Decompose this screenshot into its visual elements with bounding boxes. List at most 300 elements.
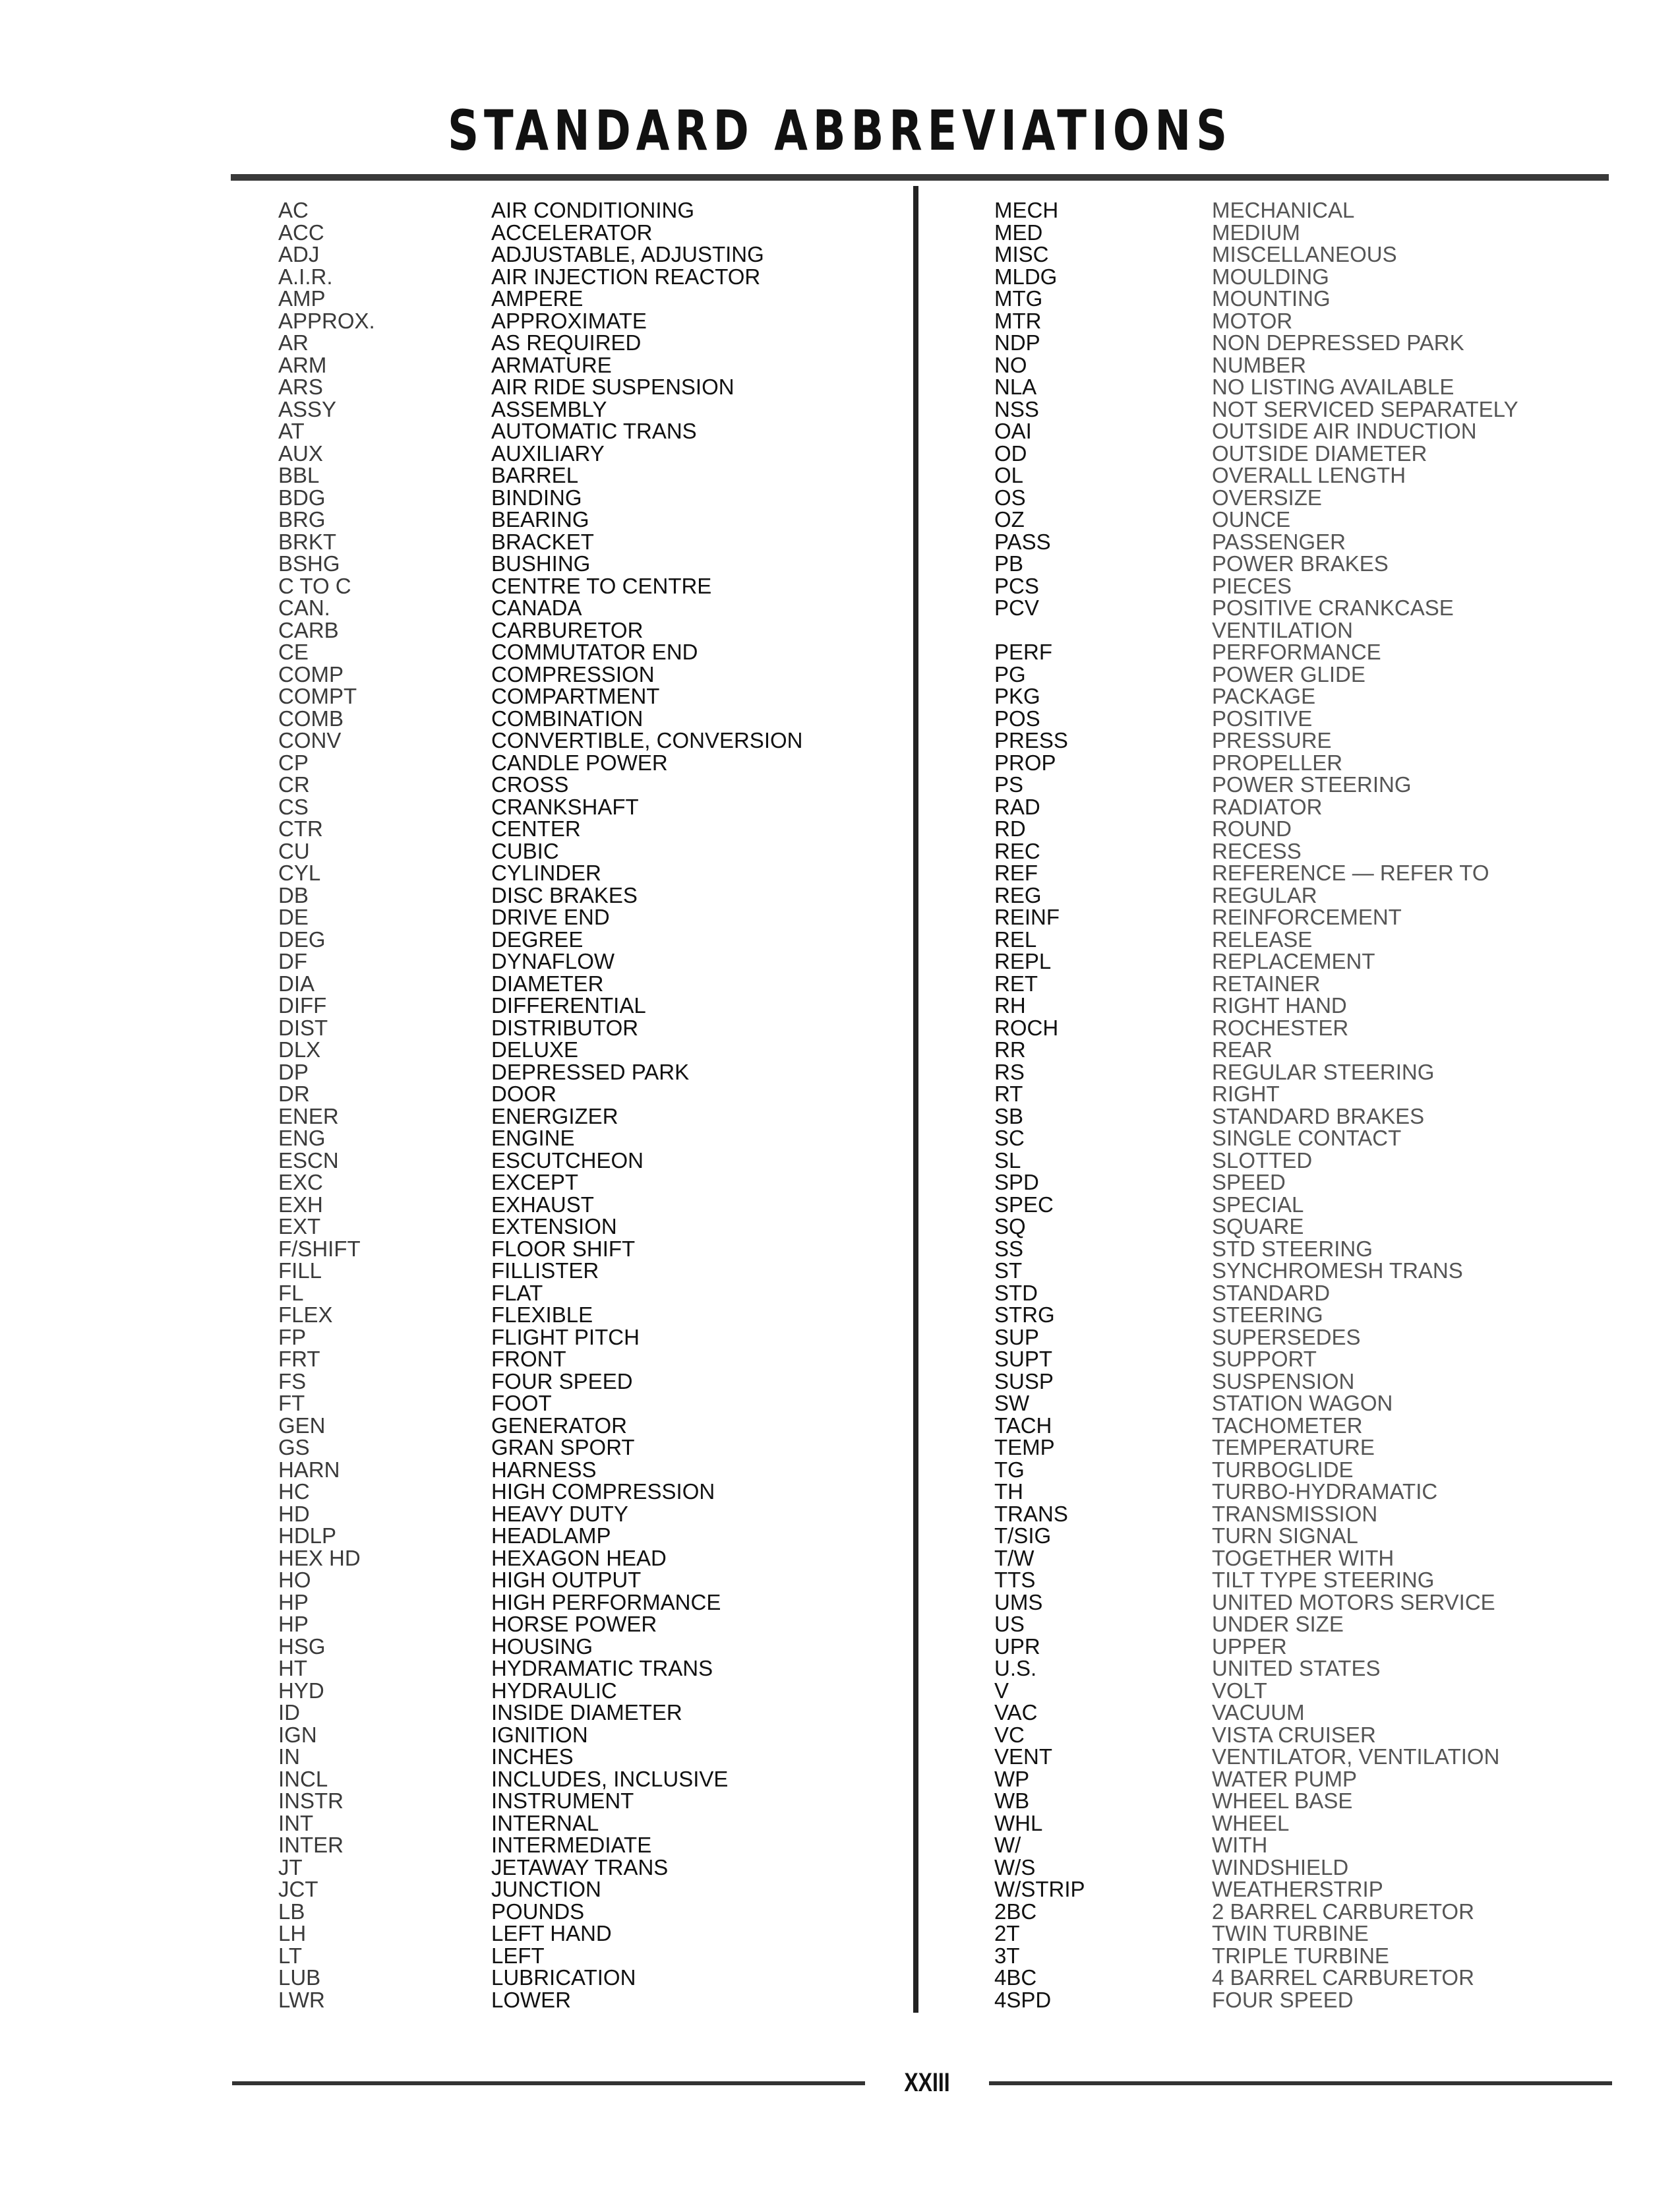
abbreviation-meaning: UNITED STATES (1212, 1656, 1381, 1680)
abbreviation: SUSP (994, 1368, 1054, 1393)
abbreviation: HSG (278, 1634, 326, 1659)
abbreviation: WP (994, 1766, 1030, 1791)
abbreviation-meaning: POWER STEERING (1212, 772, 1412, 797)
abbreviation-meaning: FOUR SPEED (491, 1368, 633, 1393)
abbreviation-meaning: LEFT HAND (491, 1921, 612, 1945)
abbreviation: CYL (278, 861, 321, 885)
abbreviation: PB (994, 551, 1024, 576)
abbreviation-meaning: 2 BARREL CARBURETOR (1212, 1899, 1474, 1924)
abbreviation-meaning: AS REQUIRED (491, 330, 642, 355)
abbreviation: BRKT (278, 529, 337, 554)
abbreviation: SPD (994, 1170, 1039, 1194)
abbreviation: DE (278, 905, 309, 929)
abbreviation-meaning: TURBOGLIDE (1212, 1457, 1354, 1482)
abbreviation: SQ (994, 1214, 1026, 1238)
abbreviation: NO (994, 352, 1027, 377)
abbreviation-meaning: EXCEPT (491, 1170, 579, 1194)
abbreviation-meaning: DYNAFLOW (491, 949, 615, 973)
abbreviation: MISC (994, 242, 1049, 266)
abbreviation-meaning: FLIGHT PITCH (491, 1324, 640, 1349)
abbreviation-meaning: DISTRIBUTOR (491, 1015, 639, 1040)
abbreviation-meaning: WHEEL (1212, 1810, 1290, 1835)
abbreviation: CP (278, 750, 309, 775)
abbreviation-meaning: POSITIVE (1212, 706, 1313, 731)
abbreviation-meaning: INTERNAL (491, 1810, 599, 1835)
abbreviation-meaning: FLAT (491, 1280, 543, 1305)
abbreviation: MTG (994, 286, 1043, 311)
abbreviation: PG (994, 661, 1026, 687)
abbreviation-meaning: DRIVE END (491, 905, 610, 929)
abbreviation-meaning: VENTILATION (1212, 617, 1353, 642)
abbreviation-meaning: 4 BARREL CARBURETOR (1212, 1965, 1474, 1990)
abbreviation-meaning: STANDARD BRAKES (1212, 1103, 1425, 1128)
abbreviation: VAC (994, 1700, 1038, 1725)
abbreviation: F/SHIFT (278, 1236, 361, 1261)
abbreviation: SUP (994, 1324, 1039, 1349)
abbreviation: OL (994, 463, 1024, 487)
abbreviation: BDG (278, 485, 326, 510)
abbreviation: TEMP (994, 1435, 1055, 1459)
abbreviation-meaning: LUBRICATION (491, 1965, 636, 1990)
abbreviation: ARS (278, 375, 323, 399)
abbreviation: AUX (278, 441, 323, 466)
abbreviation: DB (278, 882, 309, 907)
abbreviation: REG (994, 882, 1042, 907)
abbreviation-meaning: HIGH COMPRESSION (491, 1479, 715, 1504)
abbreviation: OAI (994, 419, 1032, 443)
abbreviation: AMP (278, 286, 326, 311)
abbreviation: HT (278, 1656, 307, 1680)
abbreviation: PS (994, 772, 1024, 797)
abbreviation-meaning: TWIN TURBINE (1212, 1921, 1369, 1945)
abbreviation: HEX HD (278, 1545, 361, 1570)
abbreviation: HO (278, 1568, 311, 1592)
abbreviation-meaning: MOUNTING (1212, 286, 1331, 311)
abbreviation-meaning: AMPERE (491, 286, 584, 311)
abbreviation-meaning: STANDARD (1212, 1280, 1331, 1305)
abbreviation: BSHG (278, 551, 340, 576)
abbreviation-meaning: MOTOR (1212, 308, 1293, 333)
abbreviation-meaning: ROCHESTER (1212, 1015, 1349, 1040)
abbreviation-meaning: PERFORMANCE (1212, 640, 1381, 664)
abbreviation-meaning: HEXAGON HEAD (491, 1545, 667, 1570)
abbreviation-meaning: JUNCTION (491, 1877, 601, 1901)
abbreviation: UMS (994, 1589, 1043, 1614)
abbreviation-meaning: REINFORCEMENT (1212, 905, 1402, 929)
abbreviation-meaning: REPLACEMENT (1212, 949, 1375, 973)
abbreviation-meaning: RIGHT (1212, 1082, 1280, 1106)
abbreviation-meaning: INSIDE DIAMETER (491, 1700, 682, 1725)
abbreviation: FILL (278, 1258, 322, 1283)
abbreviation-meaning: COMPRESSION (491, 661, 655, 687)
abbreviation-meaning: ROUND (1212, 816, 1292, 841)
abbreviation-meaning: BARREL (491, 463, 579, 487)
abbreviation-meaning: SPEED (1212, 1170, 1286, 1194)
abbreviation: PCS (994, 573, 1039, 598)
abbreviation: REPL (994, 949, 1052, 973)
abbreviation-meaning: AIR CONDITIONING (491, 198, 695, 222)
abbreviation: MTR (994, 308, 1042, 333)
abbreviation: RAD (994, 794, 1040, 819)
abbreviation: RT (994, 1082, 1023, 1106)
abbreviation: T/SIG (994, 1523, 1052, 1548)
column-divider (913, 186, 918, 2013)
abbreviation-meaning: HYDRAMATIC TRANS (491, 1656, 713, 1680)
abbreviation-meaning: ASSEMBLY (491, 396, 607, 421)
abbreviation: JT (278, 1854, 303, 1879)
abbreviation-meaning: AUXILIARY (491, 441, 605, 466)
abbreviation-meaning: STATION WAGON (1212, 1391, 1393, 1415)
abbreviation-meaning: EXTENSION (491, 1214, 617, 1238)
abbreviation-meaning: SUPERSEDES (1212, 1324, 1361, 1349)
abbreviation: DLX (278, 1037, 321, 1062)
abbreviation-meaning: HARNESS (491, 1457, 597, 1482)
abbreviation: 3T (994, 1943, 1020, 1968)
abbreviation: PCV (994, 596, 1039, 620)
abbreviation-meaning: COMBINATION (491, 706, 644, 731)
abbreviation: RH (994, 993, 1026, 1018)
abbreviation: COMB (278, 706, 344, 731)
abbreviation-meaning: FOUR SPEED (1212, 1987, 1354, 2012)
abbreviation: MED (994, 220, 1043, 245)
abbreviation: RD (994, 816, 1026, 841)
abbreviation: V (994, 1678, 1009, 1703)
abbreviation-meaning: HIGH PERFORMANCE (491, 1589, 721, 1614)
abbreviation: RET (994, 971, 1038, 996)
abbreviation: INTER (278, 1833, 344, 1857)
abbreviation-meaning: POWER BRAKES (1212, 551, 1389, 576)
abbreviation: HDLP (278, 1523, 337, 1548)
abbreviation-meaning: CYLINDER (491, 861, 601, 885)
abbreviation: 4BC (994, 1965, 1037, 1990)
abbreviation: STRG (994, 1302, 1055, 1327)
abbreviation-meaning: PRESSURE (1212, 728, 1332, 752)
abbreviation-meaning: COMPARTMENT (491, 684, 660, 708)
abbreviation: IN (278, 1744, 300, 1769)
abbreviation: FLEX (278, 1302, 333, 1327)
abbreviation-meaning: BINDING (491, 485, 582, 510)
abbreviation: LUB (278, 1965, 321, 1990)
abbreviation-meaning: AIR RIDE SUSPENSION (491, 375, 735, 399)
abbreviation-meaning: PACKAGE (1212, 684, 1316, 708)
abbreviation: NSS (994, 396, 1039, 421)
abbreviation-meaning: CUBIC (491, 838, 559, 863)
abbreviation-meaning: AUTOMATIC TRANS (491, 419, 697, 443)
abbreviation-meaning: NOT SERVICED SEPARATELY (1212, 396, 1518, 421)
abbreviation-meaning: SQUARE (1212, 1214, 1304, 1238)
abbreviation-meaning: ARMATURE (491, 352, 612, 377)
abbreviation: SUPT (994, 1347, 1053, 1371)
abbreviation: W/STRIP (994, 1877, 1085, 1901)
abbreviation-meaning: RECESS (1212, 838, 1302, 863)
abbreviation-meaning: HORSE POWER (491, 1612, 657, 1636)
abbreviation: CE (278, 640, 309, 664)
abbreviation-meaning: DIFFERENTIAL (491, 993, 646, 1018)
abbreviation: DP (278, 1059, 309, 1084)
abbreviation: STD (994, 1280, 1038, 1305)
abbreviation-meaning: MECHANICAL (1212, 198, 1355, 222)
abbreviation: OS (994, 485, 1026, 510)
abbreviation-meaning: POWER GLIDE (1212, 661, 1365, 687)
abbreviation: EXC (278, 1170, 323, 1194)
abbreviation-meaning: POSITIVE CRANKCASE (1212, 596, 1454, 620)
abbreviation-meaning: APPROXIMATE (491, 308, 647, 333)
abbreviation: SW (994, 1391, 1030, 1415)
abbreviation-meaning: DOOR (491, 1082, 556, 1106)
abbreviation-meaning: WATER PUMP (1212, 1766, 1357, 1791)
abbreviation-meaning: UNITED MOTORS SERVICE (1212, 1589, 1495, 1614)
abbreviation: FT (278, 1391, 305, 1415)
abbreviation: UPR (994, 1634, 1040, 1659)
abbreviation-meaning: DIAMETER (491, 971, 604, 996)
abbreviation: FRT (278, 1347, 320, 1371)
abbreviation-meaning: SUSPENSION (1212, 1368, 1355, 1393)
abbreviation-meaning: WHEEL BASE (1212, 1788, 1353, 1813)
abbreviation: RR (994, 1037, 1026, 1062)
abbreviation: PRESS (994, 728, 1068, 752)
abbreviation: ST (994, 1258, 1023, 1283)
abbreviation: DF (278, 949, 307, 973)
abbreviation: MLDG (994, 264, 1058, 289)
abbreviation-meaning: TOGETHER WITH (1212, 1545, 1395, 1570)
abbreviation: LT (278, 1943, 303, 1968)
abbreviation-meaning: VISTA CRUISER (1212, 1722, 1376, 1747)
abbreviation-meaning: SUPPORT (1212, 1347, 1317, 1371)
footer-rule-right (989, 2081, 1612, 2085)
abbreviation: DR (278, 1082, 310, 1106)
abbreviation-meaning: CONVERTIBLE, CONVERSION (491, 728, 803, 752)
abbreviation-meaning: GENERATOR (491, 1413, 627, 1438)
abbreviation-meaning: NO LISTING AVAILABLE (1212, 375, 1455, 399)
abbreviation: ENG (278, 1126, 326, 1150)
abbreviation: AT (278, 419, 305, 443)
abbreviation-meaning: REGULAR STEERING (1212, 1059, 1435, 1084)
abbreviation: CAN. (278, 596, 330, 620)
abbreviation-meaning: TILT TYPE STEERING (1212, 1568, 1435, 1592)
abbreviation-meaning: NON DEPRESSED PARK (1212, 330, 1464, 355)
title-rule (231, 174, 1609, 181)
abbreviation: A.I.R. (278, 264, 333, 289)
abbreviation-meaning: HEADLAMP (491, 1523, 611, 1548)
abbreviation-meaning: BUSHING (491, 551, 591, 576)
abbreviation-meaning: MOULDING (1212, 264, 1329, 289)
abbreviation: APPROX. (278, 308, 375, 333)
abbreviation-meaning: CENTRE TO CENTRE (491, 573, 712, 598)
abbreviation: AR (278, 330, 309, 355)
abbreviation-meaning: TACHOMETER (1212, 1413, 1363, 1438)
abbreviation: PERF (994, 640, 1053, 664)
abbreviation: GS (278, 1435, 310, 1459)
abbreviation-meaning: IGNITION (491, 1722, 588, 1747)
abbreviation-meaning: TURN SIGNAL (1212, 1523, 1358, 1548)
abbreviation: VC (994, 1722, 1025, 1747)
abbreviation-meaning: OUNCE (1212, 507, 1291, 532)
page-number: XXIII (904, 2068, 950, 2097)
abbreviation: VENT (994, 1744, 1053, 1769)
abbreviation: NDP (994, 330, 1040, 355)
abbreviation-meaning: STEERING (1212, 1302, 1323, 1327)
abbreviation: NLA (994, 375, 1037, 399)
abbreviation: LH (278, 1921, 307, 1945)
abbreviation-meaning: WEATHERSTRIP (1212, 1877, 1383, 1901)
abbreviation-meaning: LEFT (491, 1943, 545, 1968)
abbreviation-meaning: OVERALL LENGTH (1212, 463, 1406, 487)
abbreviation: LWR (278, 1987, 325, 2012)
abbreviation: INT (278, 1810, 314, 1835)
abbreviation-meaning: COMMUTATOR END (491, 640, 698, 664)
abbreviation-meaning: HEAVY DUTY (491, 1501, 628, 1526)
abbreviation: CS (278, 794, 309, 819)
abbreviation-meaning: JETAWAY TRANS (491, 1854, 669, 1879)
abbreviation-meaning: CANADA (491, 596, 582, 620)
abbreviation-meaning: DEPRESSED PARK (491, 1059, 690, 1084)
abbreviation: MECH (994, 198, 1059, 222)
abbreviation-meaning: ENERGIZER (491, 1103, 618, 1128)
abbreviation-meaning: OVERSIZE (1212, 485, 1322, 510)
abbreviation: DIST (278, 1015, 328, 1040)
abbreviation: CONV (278, 728, 342, 752)
abbreviation: SB (994, 1103, 1024, 1128)
abbreviation: COMPT (278, 684, 357, 708)
abbreviation-meaning: UPPER (1212, 1634, 1287, 1659)
abbreviation: 4SPD (994, 1987, 1052, 2012)
abbreviation-meaning: FOOT (491, 1391, 552, 1415)
abbreviation-meaning: RETAINER (1212, 971, 1321, 996)
abbreviation: CTR (278, 816, 323, 841)
abbreviation-meaning: TEMPERATURE (1212, 1435, 1375, 1459)
abbreviation: DIA (278, 971, 315, 996)
abbreviation-meaning: RIGHT HAND (1212, 993, 1347, 1018)
abbreviation-meaning: CANDLE POWER (491, 750, 668, 775)
abbreviation-meaning: DEGREE (491, 927, 584, 952)
abbreviation-meaning: BRACKET (491, 529, 594, 554)
abbreviation: LB (278, 1899, 305, 1924)
abbreviation: AC (278, 198, 309, 222)
abbreviation-meaning: PASSENGER (1212, 529, 1346, 554)
abbreviation: ADJ (278, 242, 320, 266)
abbreviation-meaning: SPECIAL (1212, 1192, 1304, 1217)
abbreviation: ASSY (278, 396, 337, 421)
abbreviation-meaning: REGULAR (1212, 882, 1317, 907)
page-title: STANDARD ABBREVIATIONS (448, 98, 1232, 163)
footer-rule-left (232, 2081, 865, 2085)
abbreviation-meaning: OUTSIDE AIR INDUCTION (1212, 419, 1477, 443)
abbreviation-meaning: TRANSMISSION (1212, 1501, 1378, 1526)
abbreviation: CU (278, 838, 310, 863)
abbreviation: ID (278, 1700, 300, 1725)
abbreviation: SC (994, 1126, 1025, 1150)
abbreviation-meaning: INTERMEDIATE (491, 1833, 652, 1857)
abbreviation-meaning: FILLISTER (491, 1258, 599, 1283)
abbreviation-meaning: UNDER SIZE (1212, 1612, 1344, 1636)
abbreviation-meaning: FLEXIBLE (491, 1302, 593, 1327)
abbreviation: WHL (994, 1810, 1043, 1835)
abbreviation-meaning: ACCELERATOR (491, 220, 653, 245)
abbreviation: ENER (278, 1103, 339, 1128)
abbreviation: TH (994, 1479, 1023, 1504)
abbreviation: INCL (278, 1766, 328, 1791)
abbreviation-meaning: INCHES (491, 1744, 574, 1769)
abbreviation-meaning: ADJUSTABLE, ADJUSTING (491, 242, 764, 266)
abbreviation-meaning: POUNDS (491, 1899, 585, 1924)
abbreviation: OD (994, 441, 1027, 466)
abbreviation: SL (994, 1147, 1021, 1173)
abbreviation: ESCN (278, 1147, 339, 1173)
abbreviation-meaning: NUMBER (1212, 352, 1307, 377)
abbreviation-meaning: GRAN SPORT (491, 1435, 635, 1459)
abbreviation: PASS (994, 529, 1051, 554)
abbreviation: OZ (994, 507, 1025, 532)
abbreviation-meaning: DELUXE (491, 1037, 579, 1062)
abbreviation-meaning: LOWER (491, 1987, 572, 2012)
abbreviation: FL (278, 1280, 304, 1305)
abbreviation: TRANS (994, 1501, 1068, 1526)
abbreviation: INSTR (278, 1788, 344, 1813)
abbreviation: HD (278, 1501, 310, 1526)
abbreviation: CARB (278, 617, 339, 642)
abbreviation-meaning: VENTILATOR, VENTILATION (1212, 1744, 1500, 1769)
abbreviation: JCT (278, 1877, 318, 1901)
abbreviation: RS (994, 1059, 1025, 1084)
abbreviation: TTS (994, 1568, 1036, 1592)
abbreviation-meaning: SYNCHROMESH TRANS (1212, 1258, 1463, 1283)
abbreviation-meaning: WITH (1212, 1833, 1268, 1857)
abbreviation: 2T (994, 1921, 1020, 1945)
abbreviation: C TO C (278, 573, 351, 598)
abbreviation-meaning: REFERENCE — REFER TO (1212, 861, 1489, 885)
abbreviation: FS (278, 1368, 307, 1393)
abbreviation: COMP (278, 661, 344, 687)
abbreviation-meaning: ESCUTCHEON (491, 1147, 644, 1173)
abbreviation: BBL (278, 463, 320, 487)
abbreviation-meaning: AIR INJECTION REACTOR (491, 264, 761, 289)
abbreviation: SPEC (994, 1192, 1054, 1217)
abbreviation-meaning: SINGLE CONTACT (1212, 1126, 1402, 1150)
abbreviation-meaning: TRIPLE TURBINE (1212, 1943, 1389, 1968)
abbreviation-meaning: INCLUDES, INCLUSIVE (491, 1766, 729, 1791)
abbreviation: ROCH (994, 1015, 1059, 1040)
abbreviation: REL (994, 927, 1037, 952)
abbreviation-meaning: STD STEERING (1212, 1236, 1373, 1261)
abbreviation-meaning: HIGH OUTPUT (491, 1568, 642, 1592)
abbreviation-meaning: VACUUM (1212, 1700, 1305, 1725)
abbreviation: HARN (278, 1457, 340, 1482)
abbreviation-meaning: INSTRUMENT (491, 1788, 634, 1813)
abbreviation: T/W (994, 1545, 1035, 1570)
abbreviation: 2BC (994, 1899, 1037, 1924)
abbreviation: DIFF (278, 993, 327, 1018)
abbreviation-meaning: FRONT (491, 1347, 566, 1371)
abbreviation-meaning: WINDSHIELD (1212, 1854, 1349, 1879)
abbreviation-meaning: CENTER (491, 816, 581, 841)
abbreviation: HP (278, 1612, 309, 1636)
abbreviation: REINF (994, 905, 1060, 929)
abbreviation-meaning: PIECES (1212, 573, 1292, 598)
abbreviation: REF (994, 861, 1038, 885)
abbreviation-meaning: DISC BRAKES (491, 882, 638, 907)
abbreviation-meaning: HOUSING (491, 1634, 593, 1659)
abbreviation-meaning: TURBO-HYDRAMATIC (1212, 1479, 1438, 1504)
abbreviation-meaning: ENGINE (491, 1126, 575, 1150)
abbreviation: IGN (278, 1722, 317, 1747)
abbreviation: W/ (994, 1833, 1021, 1857)
abbreviation-meaning: CARBURETOR (491, 617, 644, 642)
abbreviation: US (994, 1612, 1025, 1636)
abbreviation-meaning: CRANKSHAFT (491, 794, 639, 819)
abbreviation: HC (278, 1479, 310, 1504)
abbreviation: U.S. (994, 1656, 1037, 1680)
abbreviation: FP (278, 1324, 307, 1349)
